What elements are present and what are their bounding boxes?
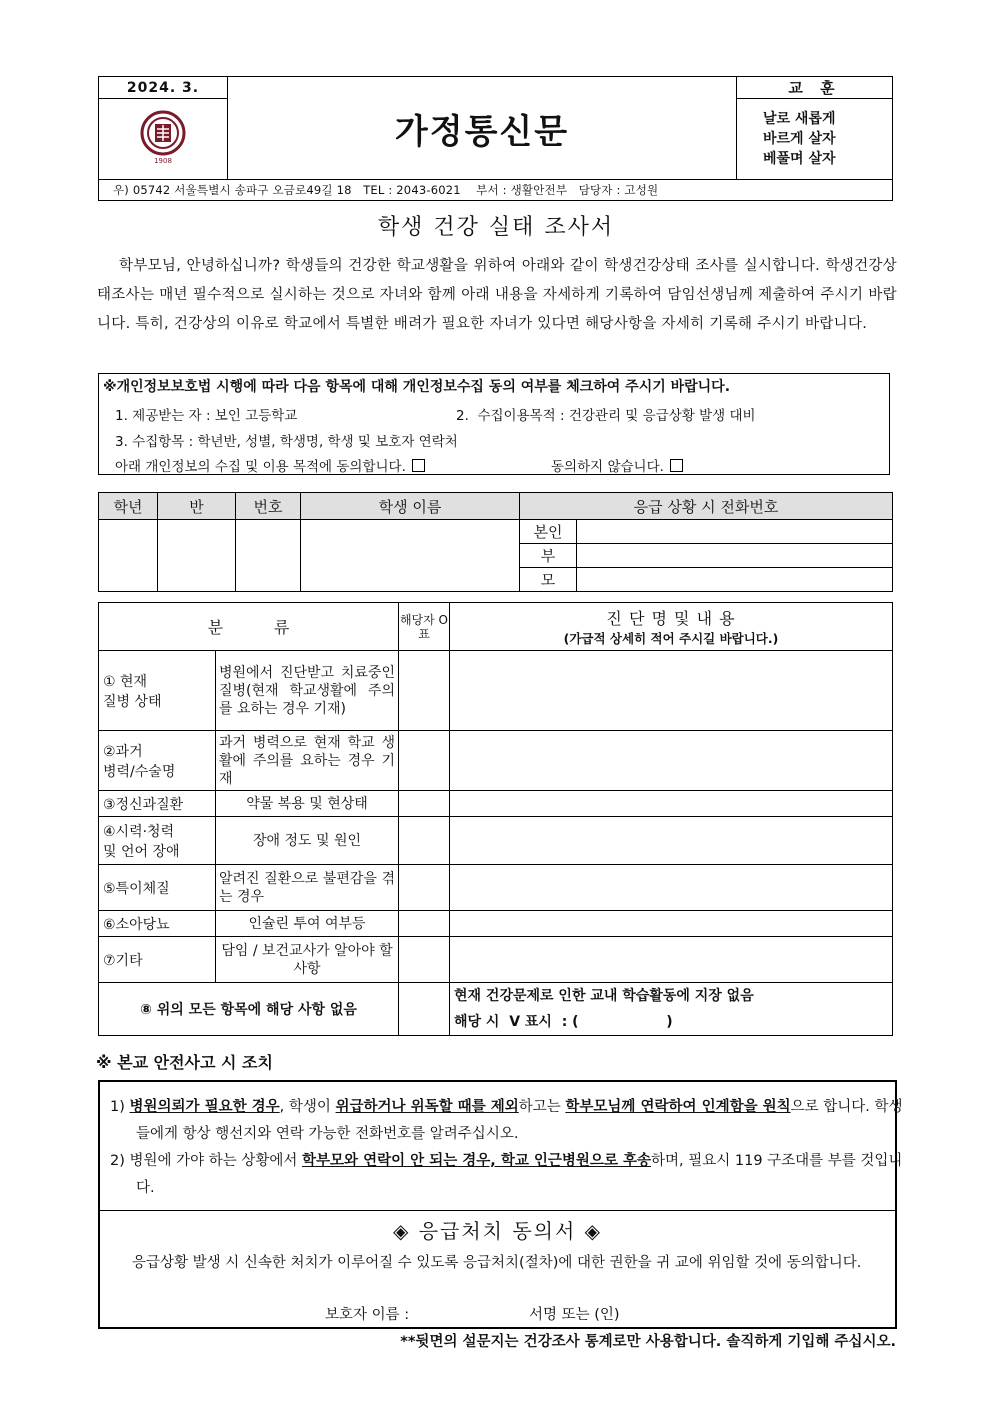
consent-agree-row	[115, 455, 425, 475]
header-grade: 학년	[99, 493, 158, 520]
phone-label-father: 부	[520, 544, 577, 568]
check-7[interactable]	[399, 937, 450, 983]
desc-7: 담임 / 보건교사가 알아야 할 사항	[216, 937, 399, 983]
header-student-name: 학생 이름	[301, 493, 520, 520]
header-emergency-phone: 응급 상황 시 전화번호	[520, 493, 893, 520]
address-line: 우) 05742 서울특별시 송파구 오금로49길 18 TEL : 2043-6021 부서 : 생활안전부 담당자 : 고성원	[99, 180, 893, 201]
none-note-2[interactable]: 해당 시 V 표시 : ( )	[454, 1014, 673, 1030]
phone-father-field[interactable]	[577, 544, 893, 568]
student-info-table	[98, 492, 893, 592]
emergency-consent-section	[100, 1210, 895, 1328]
consent-disagree-row	[551, 455, 683, 475]
desc-4: 장애 정도 및 원인	[216, 817, 399, 865]
category-5: ⑤특이체질	[99, 865, 216, 911]
agree-checkbox[interactable]	[412, 459, 425, 472]
category-7: ⑦기타	[99, 937, 216, 983]
check-2[interactable]	[399, 731, 450, 791]
accident-heading: ※ 본교 안전사고 시 조치	[96, 1053, 273, 1072]
check-8[interactable]	[399, 983, 450, 1036]
privacy-consent-box	[98, 373, 890, 475]
consent-item-2: 2. 수집이용목적 : 건강관리 및 응급상황 발생 대비	[456, 408, 756, 424]
accident-point-1: 1) 병원의뢰가 필요한 경우, 학생이 위급하거나 위독할 때를 제외하고는 학부모님께 연락하여 인계함을 원칙으로 합니다. 학생들에게 항상 행선지와 연락 가능한 전화번호를 알려주십시오.	[110, 1099, 903, 1142]
disagree-checkbox[interactable]	[670, 459, 683, 472]
intro-text: 학부모님, 안녕하십니까? 학생들의 건강한 학교생활을 위하여 아래와 같이 학생건강상태 조사를 실시합니다. 학생건강상태조사는 매년 필수적으로 실시하는 것으로 자녀와 함께 아래 내용을 자세하게 기록하여 담임선생님께 제출하여 주시기 바랍니다. 특히, 건강상의 이유로 학교에서 특별한 배려가 필요한 자녀가 있다면 해당사항을 자세히 기록해 주시기 바랍니다.	[97, 258, 897, 332]
accident-point-2: 2) 병원에 가야 하는 상황에서 학부모와 연락이 안 되는 경우, 학교 인근병원으로 후송하며, 필요시 119 구조대를 부를 것입니다.	[110, 1153, 903, 1196]
emergency-consent-title: ◈ 응급처치 동의서 ◈	[392, 1219, 603, 1243]
header-diagnosis	[450, 603, 893, 651]
emergency-consent-text: 응급상황 발생 시 신속한 처치가 이루어질 수 있도록 응급처치(절차)에 대한 권한을 귀 교에 위임할 것에 동의합니다.	[132, 1255, 862, 1271]
diagnosis-field-7[interactable]	[450, 937, 893, 983]
check-4[interactable]	[399, 817, 450, 865]
diagnosis-field-5[interactable]	[450, 865, 893, 911]
phone-mother-field[interactable]	[577, 568, 893, 592]
diagnosis-field-3[interactable]	[450, 791, 893, 817]
motto-line-2: 바르게 살자	[763, 131, 836, 147]
intro-paragraph	[97, 252, 897, 339]
guardian-signature-line[interactable]: 보호자 이름 : 서명 또는 (인)	[325, 1307, 620, 1323]
header-class: 반	[158, 493, 236, 520]
diagnosis-field-6[interactable]	[450, 911, 893, 937]
header-category: 분 류	[99, 603, 399, 651]
header-number: 번호	[236, 493, 301, 520]
consent-item-3: 3. 수집항목 : 학년반, 성별, 학생명, 학생 및 보호자 연락처	[115, 434, 458, 450]
school-seal	[99, 99, 228, 180]
letter-header	[98, 76, 893, 201]
desc-1: 병원에서 진단받고 치료중인 질병(현재 학교생활에 주의를 요하는 경우 기재)	[216, 651, 399, 731]
grade-field[interactable]	[99, 520, 158, 592]
school-seal-icon	[138, 109, 188, 165]
seal-year: 1908	[154, 157, 172, 165]
letter-title: 가정통신문	[228, 77, 737, 180]
motto-lines	[737, 99, 893, 180]
category-3: ③정신과질환	[99, 791, 216, 817]
desc-2: 과거 병력으로 현재 학교 생활에 주의를 요하는 경우 기재	[216, 731, 399, 791]
diagnosis-field-1[interactable]	[450, 651, 893, 731]
none-note-1: 현재 건강문제로 인한 교내 학습활동에 지장 없음	[454, 988, 754, 1004]
none-applicable-label: ⑧ 위의 모든 항목에 해당 사항 없음	[99, 983, 399, 1036]
category-2: ②과거 병력/수술명	[99, 731, 216, 791]
desc-3: 약물 복용 및 현상태	[216, 791, 399, 817]
none-applicable-note	[450, 983, 893, 1036]
category-4: ④시력·청력 및 언어 장애	[99, 817, 216, 865]
motto-heading: 교 훈	[737, 77, 893, 99]
consent-heading: ※개인정보보호법 시행에 따라 다음 항목에 대해 개인정보수집 동의 여부를 체크하여 주시기 바랍니다.	[103, 379, 731, 395]
issue-date: 2024. 3.	[99, 77, 228, 99]
disagree-label: 동의하지 않습니다.	[551, 459, 664, 475]
category-6: ⑥소아당뇨	[99, 911, 216, 937]
check-1[interactable]	[399, 651, 450, 731]
number-field[interactable]	[236, 520, 301, 592]
student-name-field[interactable]	[301, 520, 520, 592]
document-title: 학생 건강 실태 조사서	[377, 215, 615, 240]
motto-line-1: 날로 새롭게	[763, 111, 836, 127]
accident-box	[98, 1080, 903, 1329]
footnote: **뒷면의 설문지는 건강조사 통계로만 사용합니다. 솔직하게 기입해 주십시오.	[400, 1334, 896, 1350]
class-field[interactable]	[158, 520, 236, 592]
check-3[interactable]	[399, 791, 450, 817]
motto-line-3: 베풀며 살자	[763, 151, 836, 167]
diagnosis-field-4[interactable]	[450, 817, 893, 865]
diagnosis-title: 진 단 명 및 내 용	[606, 609, 736, 628]
phone-self-field[interactable]	[577, 520, 893, 544]
check-5[interactable]	[399, 865, 450, 911]
check-6[interactable]	[399, 911, 450, 937]
category-1: ① 현재 질병 상태	[99, 651, 216, 731]
phone-label-mother: 모	[520, 568, 577, 592]
diagnosis-subtitle: (가급적 상세히 적어 주시길 바랍니다.)	[563, 631, 779, 646]
phone-label-self: 본인	[520, 520, 577, 544]
header-check: 해당자 O표	[399, 603, 450, 651]
health-survey-table	[98, 602, 893, 1036]
diagnosis-field-2[interactable]	[450, 731, 893, 791]
desc-6: 인슐린 투여 여부등	[216, 911, 399, 937]
agree-label: 아래 개인정보의 수집 및 이용 목적에 동의합니다.	[115, 459, 406, 475]
desc-5: 알려진 질환으로 불편감을 겪는 경우	[216, 865, 399, 911]
consent-item-1: 1. 제공받는 자 : 보인 고등학교	[115, 408, 298, 424]
